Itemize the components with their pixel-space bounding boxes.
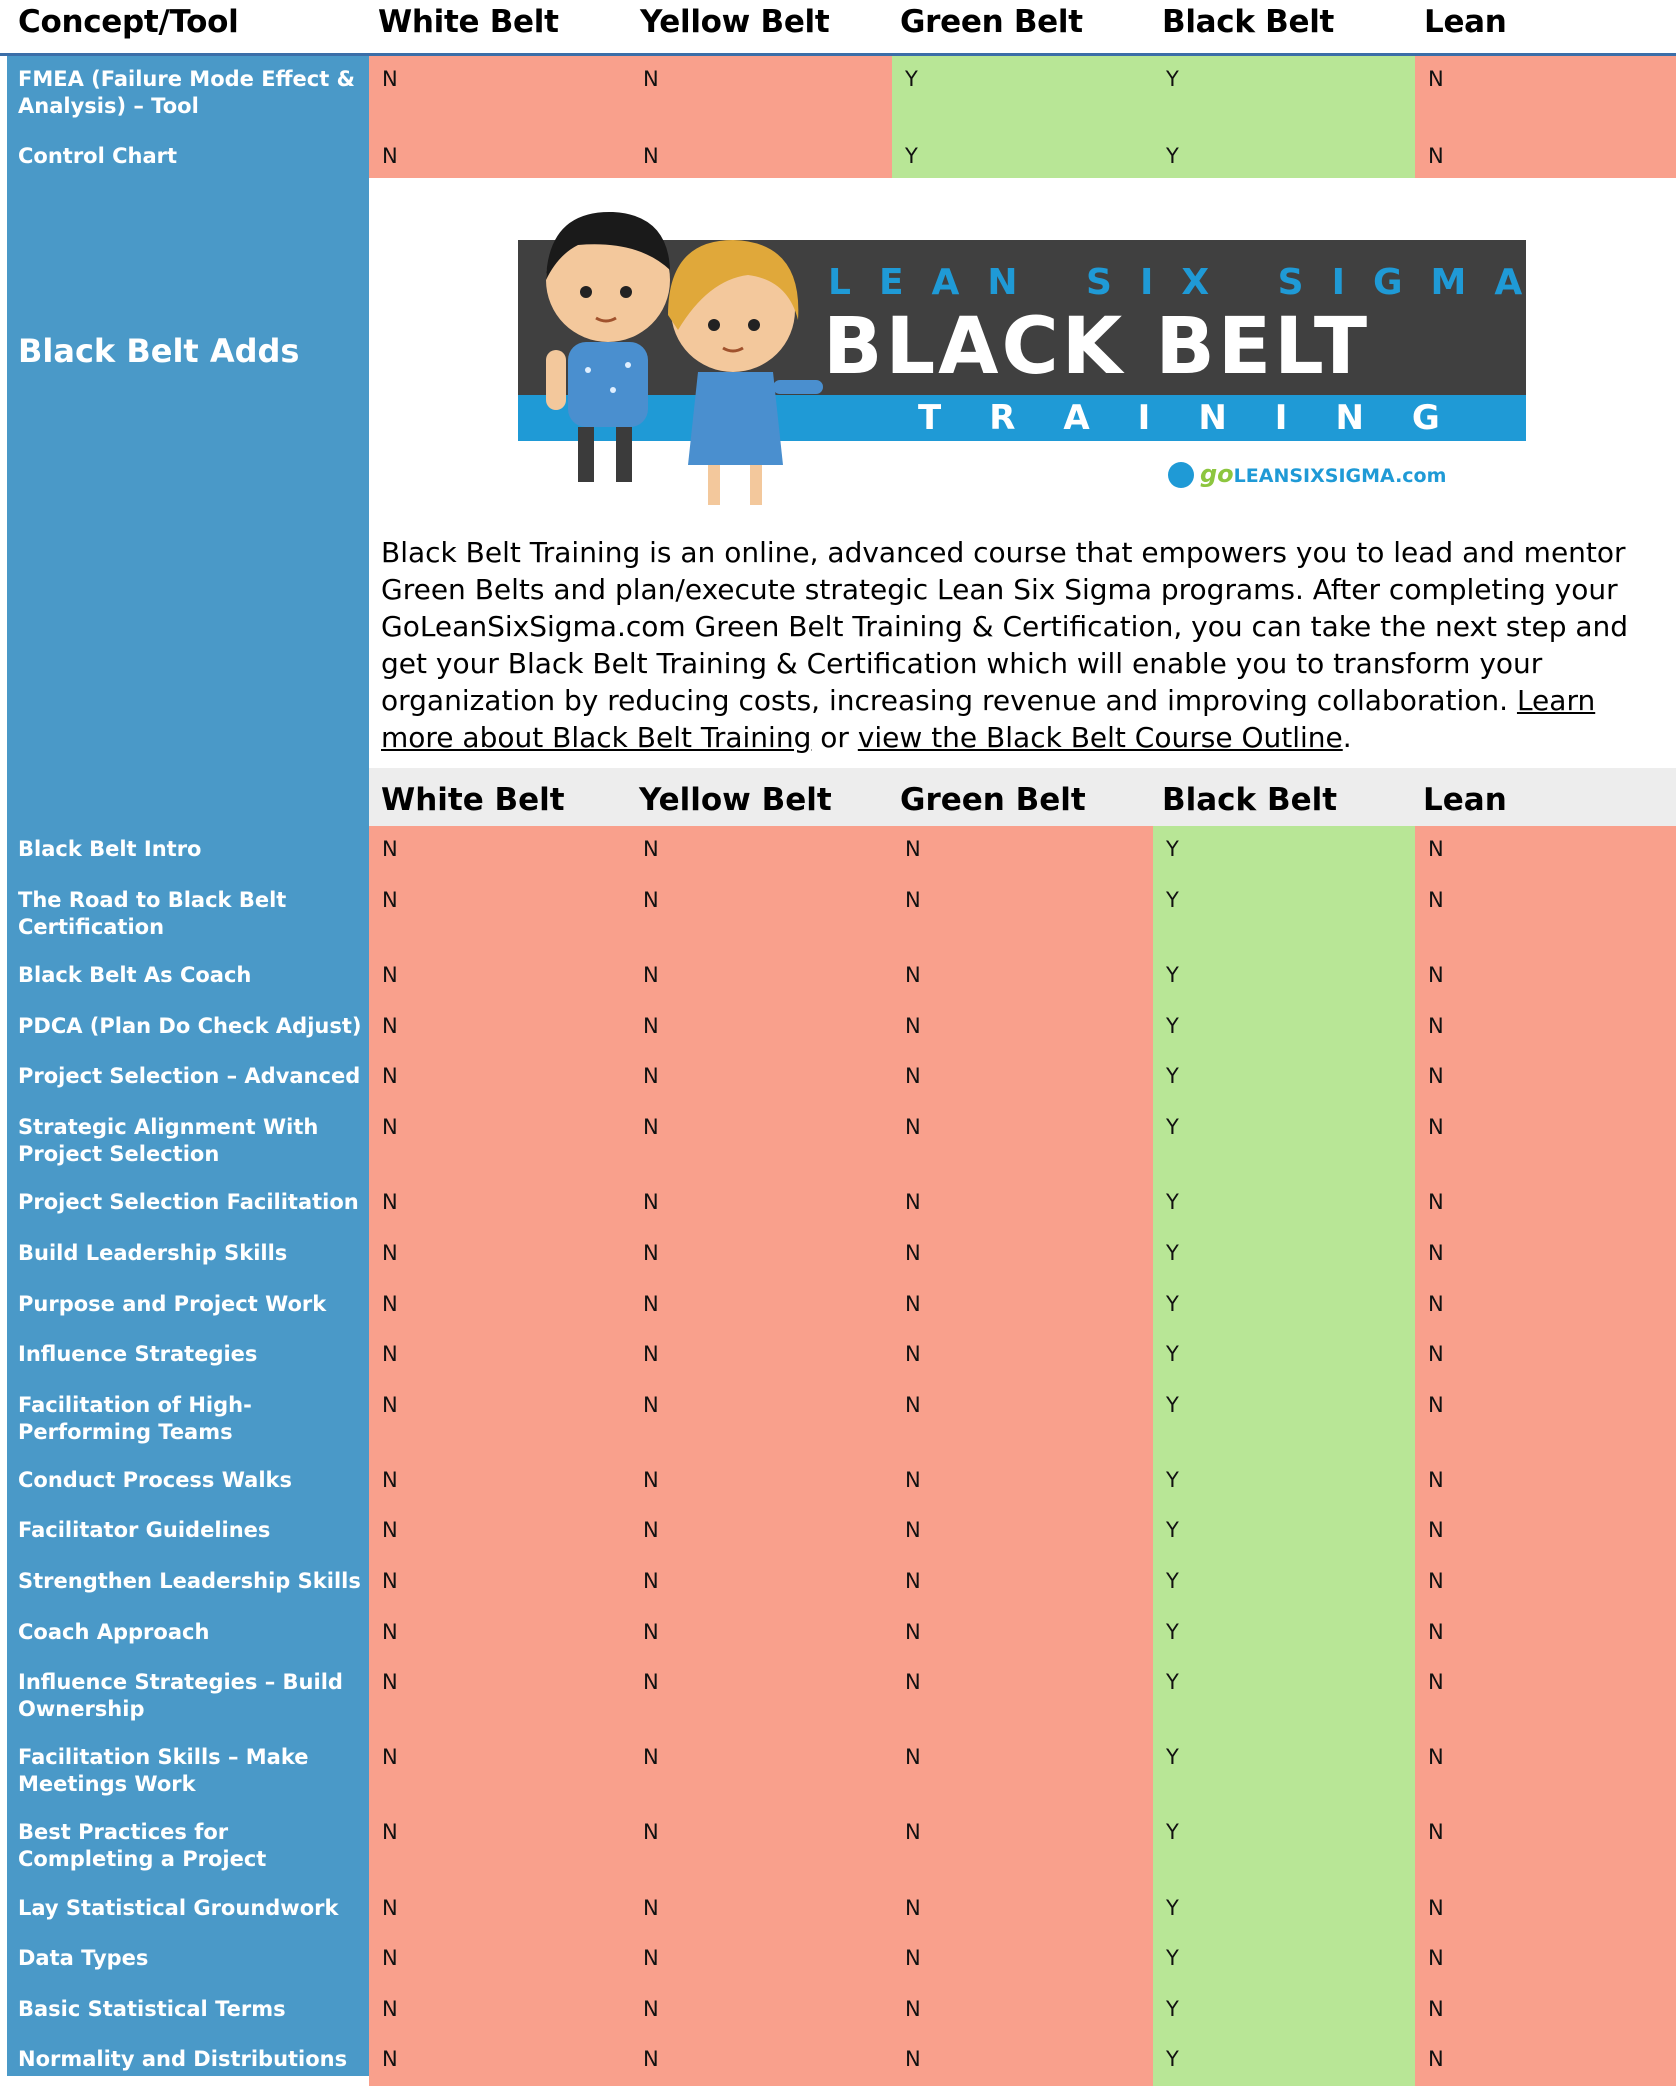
table-row-label: Coach Approach — [18, 1620, 210, 1644]
table-header — [0, 0, 1679, 54]
cell-value: Y — [1166, 1115, 1179, 1139]
table-row-cell — [369, 1331, 630, 1382]
table-row-label: Basic Statistical Terms — [18, 1997, 286, 2021]
table-row-cell — [369, 1659, 630, 1734]
table-row-cell — [1153, 1986, 1415, 2036]
table-row-cell — [892, 1382, 1153, 1457]
cell-value: Y — [1166, 1670, 1179, 1694]
table-row-cell — [630, 1457, 892, 1507]
cell-value: N — [1428, 1745, 1444, 1769]
cell-value: Y — [1166, 1820, 1179, 1844]
cell-value: N — [1428, 1393, 1444, 1417]
cell-value: N — [382, 2047, 398, 2071]
cell-value: Y — [1166, 1745, 1179, 1769]
cell-value: N — [1428, 2047, 1444, 2071]
cell-value: N — [382, 1014, 398, 1038]
table-row-cell — [892, 1003, 1153, 1053]
table-row-cell — [1153, 1507, 1415, 1558]
table-row-cell — [369, 1986, 630, 2036]
table-row-cell — [1153, 877, 1415, 952]
cell-value: N — [905, 1518, 921, 1542]
top-row-cell — [892, 133, 1153, 178]
table-row-cell — [369, 1179, 630, 1230]
cell-value: N — [382, 1393, 398, 1417]
top-row-cell — [630, 56, 892, 133]
top-row-cell — [1153, 133, 1415, 178]
table-row-cell — [1153, 1053, 1415, 1104]
table-row-cell — [1415, 1507, 1676, 1558]
cell-value: N — [643, 1670, 659, 1694]
header-black-belt: Black Belt — [1162, 4, 1335, 40]
cell-value: N — [382, 837, 398, 861]
cell-value: N — [382, 144, 398, 168]
table-row-label: Facilitator Guidelines — [18, 1518, 271, 1542]
table-row-label: Lay Statistical Groundwork — [18, 1896, 339, 1920]
cell-value: N — [643, 1896, 659, 1920]
cell-value: N — [382, 1468, 398, 1492]
top-row-cell — [369, 56, 630, 133]
cell-value: N — [382, 1190, 398, 1214]
cell-value: N — [382, 1896, 398, 1920]
cell-value: N — [905, 1292, 921, 1316]
cell-value: Y — [1166, 1620, 1179, 1644]
top-row-cell — [369, 133, 630, 178]
table-row-cell — [1415, 952, 1676, 1003]
table-row-cell — [1415, 1809, 1676, 1885]
cell-value: N — [643, 1569, 659, 1593]
cell-value: N — [643, 67, 659, 91]
table-row-cell — [1415, 826, 1676, 877]
table-row-cell — [630, 877, 892, 952]
cell-value: N — [1428, 1342, 1444, 1366]
cell-value: N — [1428, 888, 1444, 912]
table-row-cell — [1153, 1230, 1415, 1281]
table-row-cell — [630, 1659, 892, 1734]
cell-value: N — [1428, 1014, 1444, 1038]
cell-value: Y — [1166, 963, 1179, 987]
course-outline-link[interactable]: view the Black Belt Course Outline — [857, 721, 1343, 754]
cell-value: Y — [1166, 1190, 1179, 1214]
cell-value: Y — [1166, 1896, 1179, 1920]
table-row-cell — [369, 1809, 630, 1885]
table-row-cell — [1415, 1053, 1676, 1104]
cell-value: N — [905, 1946, 921, 1970]
table-row-cell — [630, 1935, 892, 1986]
table-row-cell — [369, 1558, 630, 1609]
cell-value: N — [643, 2047, 659, 2071]
table-row-cell — [630, 1734, 892, 1809]
cell-value: N — [905, 1820, 921, 1844]
header2-lean: Lean — [1423, 782, 1507, 818]
cell-value: N — [1428, 1820, 1444, 1844]
header-lean: Lean — [1424, 4, 1507, 40]
cell-value: N — [643, 1393, 659, 1417]
header2-yellow-belt: Yellow Belt — [639, 782, 832, 818]
table-row-cell — [630, 1230, 892, 1281]
table-row-cell — [1415, 1230, 1676, 1281]
cell-value: Y — [1166, 1997, 1179, 2021]
table-row-cell — [630, 1809, 892, 1885]
cell-value: N — [905, 1014, 921, 1038]
table-row-cell — [630, 1609, 892, 1659]
table-row-cell — [1415, 1281, 1676, 1331]
cell-value: Y — [1166, 1292, 1179, 1316]
table-row-cell — [892, 1809, 1153, 1885]
lightbulb-icon — [1168, 462, 1194, 488]
cell-value: N — [643, 837, 659, 861]
table-row-cell — [1153, 1558, 1415, 1609]
table-row-cell — [1153, 1457, 1415, 1507]
cell-value: N — [1428, 1569, 1444, 1593]
table-row-cell — [892, 1659, 1153, 1734]
table-row-cell — [1415, 2036, 1676, 2086]
cell-value: N — [1428, 1896, 1444, 1920]
table-row-cell — [892, 1457, 1153, 1507]
table-row-cell — [892, 1230, 1153, 1281]
table-row-cell — [630, 1382, 892, 1457]
table-row-cell — [369, 826, 630, 877]
table-row-cell — [369, 1609, 630, 1659]
table-row-cell — [892, 1281, 1153, 1331]
cell-value: N — [905, 1115, 921, 1139]
table-row-cell — [630, 826, 892, 877]
section-table-header — [369, 768, 1676, 826]
cell-value: N — [643, 1518, 659, 1542]
cell-value: N — [1428, 144, 1444, 168]
table-row-label: Black Belt As Coach — [18, 963, 252, 987]
cell-value: N — [1428, 67, 1444, 91]
table-row-cell — [369, 2036, 630, 2086]
table-row-cell — [892, 1558, 1153, 1609]
cell-value: N — [1428, 1468, 1444, 1492]
table-row-cell — [892, 1885, 1153, 1935]
table-row-cell — [1415, 1104, 1676, 1179]
top-row-cell — [630, 133, 892, 178]
cell-value: N — [1428, 1518, 1444, 1542]
top-row-cell — [1415, 56, 1676, 133]
cell-value: Y — [905, 144, 918, 168]
cell-value: Y — [1166, 1518, 1179, 1542]
table-row-label: Conduct Process Walks — [18, 1468, 292, 1492]
table-row-cell — [1415, 1331, 1676, 1382]
cell-value: N — [1428, 1115, 1444, 1139]
cell-value: N — [1428, 837, 1444, 861]
cell-value: Y — [1166, 888, 1179, 912]
table-row-cell — [1415, 1935, 1676, 1986]
cell-value: N — [905, 1745, 921, 1769]
cell-value: N — [1428, 1241, 1444, 1265]
table-row-cell — [630, 1281, 892, 1331]
table-row-cell — [1415, 1986, 1676, 2036]
table-row-cell — [892, 1053, 1153, 1104]
table-row-cell — [1153, 1809, 1415, 1885]
cell-value: N — [643, 1064, 659, 1088]
cell-value: Y — [1166, 1241, 1179, 1265]
header2-white-belt: White Belt — [381, 782, 565, 818]
table-row-cell — [369, 1104, 630, 1179]
cell-value: N — [382, 963, 398, 987]
table-row-label: Black Belt Intro — [18, 837, 202, 861]
cell-value: N — [1428, 1292, 1444, 1316]
table-row-cell — [1415, 1734, 1676, 1809]
logo-line1: LEAN SIX SIGMA — [828, 262, 1551, 303]
table-row-cell — [369, 1281, 630, 1331]
cell-value: N — [643, 1997, 659, 2021]
cell-value: N — [382, 1745, 398, 1769]
table-row-label: Purpose and Project Work — [18, 1292, 327, 1316]
top-row-label: FMEA (Failure Mode Effect & Analysis) – Tool — [18, 67, 355, 118]
cell-value: Y — [1166, 1946, 1179, 1970]
cell-value: N — [382, 1997, 398, 2021]
table-row-cell — [892, 1609, 1153, 1659]
table-row-cell — [1415, 1558, 1676, 1609]
table-row-label: Influence Strategies — [18, 1342, 258, 1366]
cell-value: N — [643, 1241, 659, 1265]
learn-more-link[interactable]: Learn more about Black Belt Training — [381, 684, 1596, 754]
table-row-cell — [630, 1331, 892, 1382]
cell-value: N — [382, 1820, 398, 1844]
cartoon-characters-illustration — [518, 200, 838, 512]
table-row-cell — [1153, 1935, 1415, 1986]
table-row-cell — [1153, 826, 1415, 877]
cell-value: N — [643, 1946, 659, 1970]
cell-value: N — [643, 1620, 659, 1644]
table-row-cell — [369, 1734, 630, 1809]
top-row-cell — [1153, 56, 1415, 133]
cell-value: N — [382, 1670, 398, 1694]
cell-value: N — [643, 1014, 659, 1038]
table-row-cell — [1415, 1179, 1676, 1230]
cell-value: N — [1428, 1670, 1444, 1694]
table-row-cell — [630, 1507, 892, 1558]
cell-value: Y — [1166, 67, 1179, 91]
cell-value: N — [382, 1569, 398, 1593]
table-row-cell — [892, 1507, 1153, 1558]
table-row-label: The Road to Black Belt Certification — [18, 888, 287, 939]
cell-value: N — [382, 1241, 398, 1265]
cell-value: N — [382, 1946, 398, 1970]
goleansixsigma-brand: goLEANSIXSIGMA.com — [1168, 460, 1446, 488]
header-green-belt: Green Belt — [900, 4, 1083, 40]
cell-value: Y — [1166, 1064, 1179, 1088]
table-row-cell — [892, 952, 1153, 1003]
table-row-cell — [1153, 1331, 1415, 1382]
cell-value: Y — [1166, 1393, 1179, 1417]
cell-value: N — [905, 963, 921, 987]
cell-value: N — [382, 1064, 398, 1088]
cell-value: N — [905, 1997, 921, 2021]
cell-value: N — [1428, 1620, 1444, 1644]
table-row-cell — [1153, 1104, 1415, 1179]
cell-value: N — [905, 1468, 921, 1492]
logo-line2: BLACK BELT — [823, 302, 1371, 392]
cell-value: Y — [905, 67, 918, 91]
table-row-cell — [630, 1104, 892, 1179]
table-row-cell — [1415, 1003, 1676, 1053]
table-row-cell — [892, 1331, 1153, 1382]
cell-value: N — [905, 1190, 921, 1214]
cell-value: N — [382, 1292, 398, 1316]
table-row-cell — [630, 1179, 892, 1230]
table-row-cell — [892, 877, 1153, 952]
cell-value: N — [1428, 963, 1444, 987]
top-row-cell — [1415, 133, 1676, 178]
table-row-label: PDCA (Plan Do Check Adjust) — [18, 1014, 362, 1038]
cell-value: N — [382, 1115, 398, 1139]
table-row-cell — [1415, 1885, 1676, 1935]
table-row-cell — [1153, 1609, 1415, 1659]
table-row-cell — [1153, 1885, 1415, 1935]
table-row-cell — [1153, 1179, 1415, 1230]
table-row-label: Influence Strategies – Build Ownership — [18, 1670, 343, 1721]
cell-value: N — [1428, 1946, 1444, 1970]
table-row-cell — [369, 1230, 630, 1281]
table-row-cell — [369, 1053, 630, 1104]
cell-value: N — [643, 1820, 659, 1844]
cell-value: N — [905, 1064, 921, 1088]
table-row-cell — [1153, 1734, 1415, 1809]
cell-value: N — [1428, 1997, 1444, 2021]
cell-value: N — [643, 888, 659, 912]
table-row-cell — [892, 1935, 1153, 1986]
cell-value: Y — [1166, 144, 1179, 168]
cell-value: N — [905, 1896, 921, 1920]
table-row-cell — [1153, 2036, 1415, 2086]
cell-value: N — [382, 1620, 398, 1644]
cell-value: N — [905, 888, 921, 912]
section-description: Black Belt Training is an online, advanced course that empowers you to lead and mentor Green Belts and plan/execute strategic Lean Six Sigma programs. After completing your GoLeanSixSigma.com Green Belt Training & Certification, you can take the next step and get your Black Belt Training & Certification which will enable you to transform your organization by reducing costs, increasing revenue and improving collaboration. Learn more about Black Belt Training or view the Black Belt Course Outline. — [381, 536, 1629, 754]
cell-value: N — [905, 1670, 921, 1694]
table-row-cell — [892, 1986, 1153, 2036]
table-row-label: Facilitation of High-Performing Teams — [18, 1393, 252, 1444]
table-row-label: Build Leadership Skills — [18, 1241, 288, 1265]
table-row-cell — [369, 1003, 630, 1053]
cell-value: Y — [1166, 837, 1179, 861]
table-row-cell — [369, 1507, 630, 1558]
table-row-cell — [892, 1179, 1153, 1230]
table-row-cell — [630, 2036, 892, 2086]
table-row-label: Strengthen Leadership Skills — [18, 1569, 361, 1593]
header2-green-belt: Green Belt — [900, 782, 1086, 818]
table-row-cell — [369, 952, 630, 1003]
table-row-cell — [369, 1935, 630, 1986]
cell-value: N — [643, 1468, 659, 1492]
cell-value: N — [905, 1569, 921, 1593]
table-row-cell — [630, 1885, 892, 1935]
table-row-cell — [892, 1104, 1153, 1179]
table-row-cell — [1153, 1659, 1415, 1734]
cell-value: Y — [1166, 1468, 1179, 1492]
table-row-cell — [369, 1457, 630, 1507]
cell-value: N — [643, 1342, 659, 1366]
cell-value: N — [905, 837, 921, 861]
table-row-cell — [1415, 1659, 1676, 1734]
table-row-cell — [892, 1734, 1153, 1809]
table-row-label: Strategic Alignment With Project Selection — [18, 1115, 319, 1166]
table-row-cell — [1415, 877, 1676, 952]
table-row-cell — [630, 1053, 892, 1104]
table-row-cell — [630, 1558, 892, 1609]
table-row-cell — [1415, 1457, 1676, 1507]
cell-value: N — [382, 888, 398, 912]
cell-value: N — [643, 1745, 659, 1769]
header-concept-tool: Concept/Tool — [18, 4, 239, 40]
top-row-cell — [892, 56, 1153, 133]
cell-value: N — [643, 963, 659, 987]
header-yellow-belt: Yellow Belt — [640, 4, 830, 40]
cell-value: N — [1428, 1190, 1444, 1214]
cell-value: Y — [1166, 2047, 1179, 2071]
table-row-label: Facilitation Skills – Make Meetings Work — [18, 1745, 309, 1796]
table-row-cell — [1415, 1609, 1676, 1659]
table-row-cell — [892, 826, 1153, 877]
table-row-label: Project Selection Facilitation — [18, 1190, 359, 1214]
table-row-cell — [1153, 1003, 1415, 1053]
section-title: Black Belt Adds — [18, 332, 300, 370]
cell-value: N — [905, 1241, 921, 1265]
table-row-cell — [630, 1003, 892, 1053]
cell-value: N — [905, 1342, 921, 1366]
cell-value: N — [643, 1292, 659, 1316]
table-row-label: Data Types — [18, 1946, 149, 1970]
cell-value: Y — [1166, 1569, 1179, 1593]
cell-value: N — [643, 1190, 659, 1214]
logo-line3: TRAINING — [918, 398, 1488, 438]
cell-value: N — [382, 1342, 398, 1366]
cell-value: N — [382, 1518, 398, 1542]
table-row-cell — [630, 1986, 892, 2036]
cell-value: Y — [1166, 1014, 1179, 1038]
cell-value: N — [905, 1620, 921, 1644]
cell-value: N — [382, 67, 398, 91]
table-row-cell — [369, 877, 630, 952]
table-row-cell — [369, 1382, 630, 1457]
table-row-cell — [1153, 1281, 1415, 1331]
table-row-cell — [892, 2036, 1153, 2086]
cell-value: N — [1428, 1064, 1444, 1088]
table-row-label: Best Practices for Completing a Project — [18, 1820, 267, 1871]
table-row-cell — [1153, 952, 1415, 1003]
header-white-belt: White Belt — [378, 4, 559, 40]
table-row-cell — [1415, 1382, 1676, 1457]
cell-value: N — [905, 1393, 921, 1417]
top-row-label: Control Chart — [18, 144, 178, 168]
cell-value: Y — [1166, 1342, 1179, 1366]
table-row-label: Project Selection – Advanced — [18, 1064, 361, 1088]
table-row-cell — [1153, 1382, 1415, 1457]
cell-value: N — [643, 1115, 659, 1139]
table-row-cell — [369, 1885, 630, 1935]
table-row-label: Normality and Distributions — [18, 2047, 348, 2071]
header2-black-belt: Black Belt — [1162, 782, 1338, 818]
table-row-cell — [630, 952, 892, 1003]
cell-value: N — [643, 144, 659, 168]
cell-value: N — [905, 2047, 921, 2071]
